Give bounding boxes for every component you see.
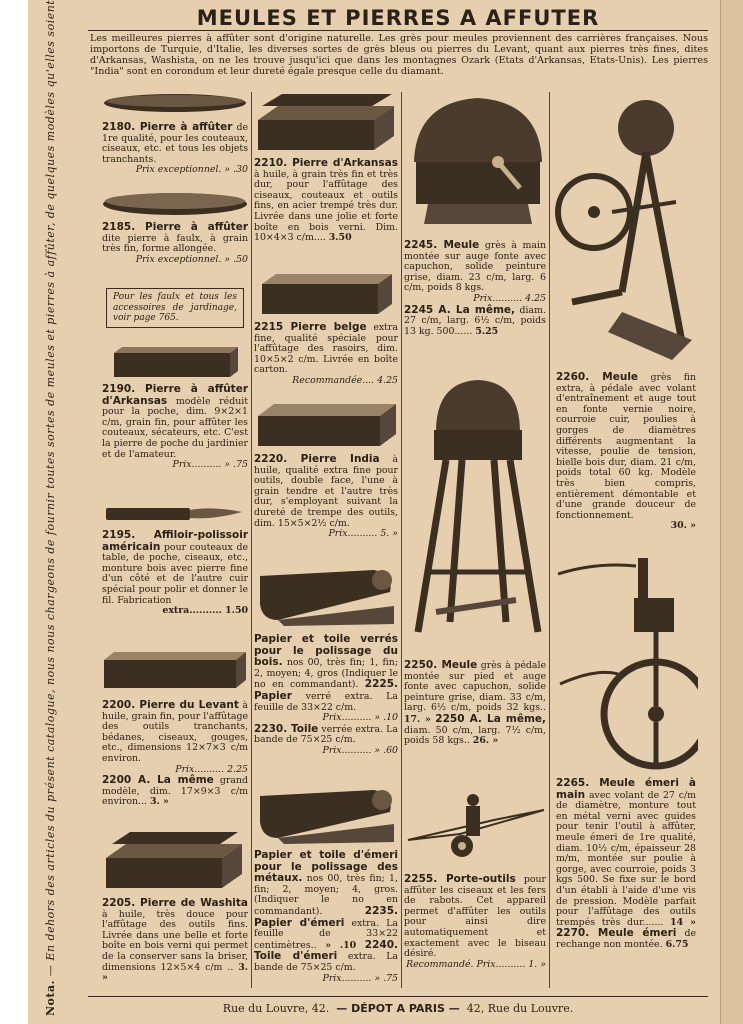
adjacent-page-edge — [720, 0, 743, 1024]
column-divider — [549, 92, 550, 988]
box-2210-illustration — [254, 92, 400, 154]
entry-glasspaper: Papier et toile verrés pour le polissage du bois. nos 00, très fin; 1, fin; 2, moyen; 4, gros (Indiquer le no en commandant). 2225. Papier verré extra. La feuille de 33×22 c/m. Prix.......... » .10 2230. Toile verrée extra. La bande de 75×25 c/m. Prix.......... » .60 — [254, 633, 398, 756]
footer-right: 42, Rue du Louvre. — [466, 1002, 574, 1015]
side-note-label: Nota. — [44, 980, 57, 1016]
entry-2210: 2210. Pierre d'Arkansas à huile, à grain très fin et très dur, pour l'affûtage des ciseaux, couteaux et outils fins, en acier trempé très dur. Livrée dans une jolie et forte boîte en bois verni. Dim. 10×4×3 c/m.... 3.50 — [254, 157, 398, 244]
footer-left: Rue du Louvre, 42. — [222, 1002, 330, 1015]
entry-2260: 2260. Meule grès fin extra, à pédale avec volant d'entraînement et auge tout en fonte vernie noire, courroie cuir, poulies à gorges de diamètres différents augmentant la vitesse, poulie de tension, bielle bois dur, diam. 21 c/m, poids total 60 kg. Modèle très bien compris, entièrement démontable et d'une grande douceur de fonctionnement. 30. » — [556, 371, 696, 532]
catalog-page — [28, 0, 720, 1024]
page-footer — [88, 996, 708, 1015]
column-divider — [251, 92, 252, 988]
stone-2200-illustration — [100, 648, 250, 692]
stone-2190-illustration — [110, 345, 240, 381]
pedal-grinder-2260-illustration — [552, 92, 698, 364]
affiloir-2195-illustration — [102, 500, 248, 528]
entry-2190: 2190. Pierre à affûter d'Arkansas modèle réduit pour la poche, dim. 9×2×1 c/m, grain fin, pour affûter les couteaux, sécateurs, etc. C'est la pierre de poche du jardinier et de l'amateur. Prix.......... » .75 — [102, 383, 248, 471]
entry-emery: Papier et toile d'émeri pour le polissage des métaux. nos 00, très fin; 1, fin; 2, moyen; 4, gros. (Indiquer le no en commandant). 2235. Papier d'émeri extra. La feuille de 33×22 centimètres.. » .10 2240. Toile d'émeri extra. La bande de 75×25 c/m. Prix.......... » .75 — [254, 849, 399, 984]
entry-2200: 2200. Pierre du Levant à huile, grain fin, pour l'affûtage des outils tranchants, bédanes, ciseaux, gouges, etc., dimensions 12×7×3 c/m environ. Prix.......... 2.25 2200 A. La même grand modèle, dim. 17×9×3 c/m environ... 3. » — [102, 699, 248, 808]
roll-glasspaper-illustration — [254, 566, 400, 630]
entry-2205: 2205. Pierre de Washita à huile, très douce pour l'affûtage des outils fins. Livrée dans une belle et forte boîte en bois verni qui permet de la conserver sans la briser, dimensions 12×5×4 c/m .. 3. » — [102, 897, 249, 984]
entry-2215: 2215 Pierre belge extra fine, qualité spéciale pour l'affûtage des rasoirs, dim. 10×5×2 c/m. Livrée en boîte carton. Recommandée.... 4.25 — [254, 321, 398, 386]
stone-2220-illustration — [254, 402, 400, 450]
stone-2180-illustration — [102, 92, 248, 114]
page-title: MEULES ET PIERRES A AFFUTER — [196, 6, 600, 30]
roll-emery-illustration — [254, 786, 400, 846]
side-note-text: — En dehors des articles du présent catalogue, nous nous chargeons de fournir toutes sortes de meules et pierres à affûter, de quelques modèles qu'elles soient — [44, 0, 57, 977]
tool-holder-2255-illustration — [404, 790, 548, 866]
box-2205-illustration — [102, 832, 248, 892]
entry-2245: 2245. Meule grès à main montée sur auge fonte avec capuchon, solide peinture grise, diam. 23 c/m, larg. 6 c/m, poids 8 kgs. Prix.......... 4.25 2245 A. La même, diam. 27 c/m, larg. 6½ c/m, poids 13 kg. 500...... 5.25 — [404, 239, 547, 337]
grindstone-2245-illustration — [408, 92, 548, 232]
box-note: Pour les faulx et tous les accessoires de jardinage, voir page 765. — [106, 288, 244, 328]
stone-2185-illustration — [102, 190, 248, 216]
grindstone-2250-illustration — [406, 372, 548, 652]
stone-2215-illustration — [258, 272, 398, 318]
entry-2255: 2255. Porte-outils pour affûter les ciseaux et les fers de rabots. Cet appareil permet d'affûter les outils pour ainsi dire automatiquement et exactement avec le biseau désiré. Recommandé. Prix.......... 1. » — [404, 873, 546, 970]
entry-2220: 2220. Pierre India à huile, qualité extra fine pour outils, double face, l'une à grain tendre et l'autre très dur, s'employant suivant la dureté de trempe des outils, dim. 15×5×2½ c/m. Prix.......... 5. » — [254, 453, 399, 540]
entry-2265: 2265. Meule émeri à main avec volant de 27 c/m de diamètre, monture tout en métal verni avec guides pour tenir l'outil à affûter, meule émeri de 1re qualité, diam. 10½ c/m, épaisseur 28 m/m, montée sur poulie à gorge, avec courroie, poids 3 kgs 500. Se fixe sur le bord d'un établi à l'aide d'une vis de pression. Modèle parfait pour l'affûtage des outils trempés très dur....... 14 » 2270. Meule émeri de rechange non montée. 6.75 — [556, 777, 697, 950]
intro-paragraph: Les meilleures pierres à affûter sont d'origine naturelle. Les grès pour meules proviennent des carrières françaises. Nous importons de Turquie, d'Italie, les diverses sortes de grès bleus ou pierres du Levant, quant aux pierres très fines, dites d'Arkansas, Washista, on ne les trouve jusqu'ici que dans les montagnes Ozark (Etats d'Arkansas, Etats-Unis). Les pierres "India" sont en corondum et leur dureté égale presque celle du diamant. — [90, 33, 708, 77]
footer-center: — DÉPOT A PARIS — — [336, 1002, 460, 1015]
entry-2180: 2180. Pierre à affûter de 1re qualité, pour les couteaux, ciseaux, etc. et tous les objets tranchants. Prix exceptionnel. » .30 — [102, 121, 249, 176]
emery-grinder-2265-illustration — [556, 544, 698, 776]
side-note — [32, 0, 56, 1024]
entry-2195: 2195. Affiloir-polissoir américain pour couteaux de table, de poche, ciseaux, etc., monture bois avec pierre fine d'un côté et de l'autre cuir spécial pour polir et donner le fil. Fabrication extra.......... 1.50 — [102, 529, 248, 617]
title-rule — [88, 30, 708, 31]
entry-2250: 2250. Meule grès à pédale montée sur pied et auge fonte avec capuchon, solide peinture grise, diam. 33 c/m, larg. 6½ c/m, poids 32 kgs.. 17. » 2250 A. La même, diam. 50 c/m, larg. 7½ c/m, poids 58 kgs.. 26. » — [404, 659, 547, 747]
entry-2185: 2185. Pierre à affûter dite pierre à faulx, à grain très fin, forme allongée. Prix exceptionnel. » .50 — [102, 221, 248, 265]
column-divider — [401, 92, 402, 988]
